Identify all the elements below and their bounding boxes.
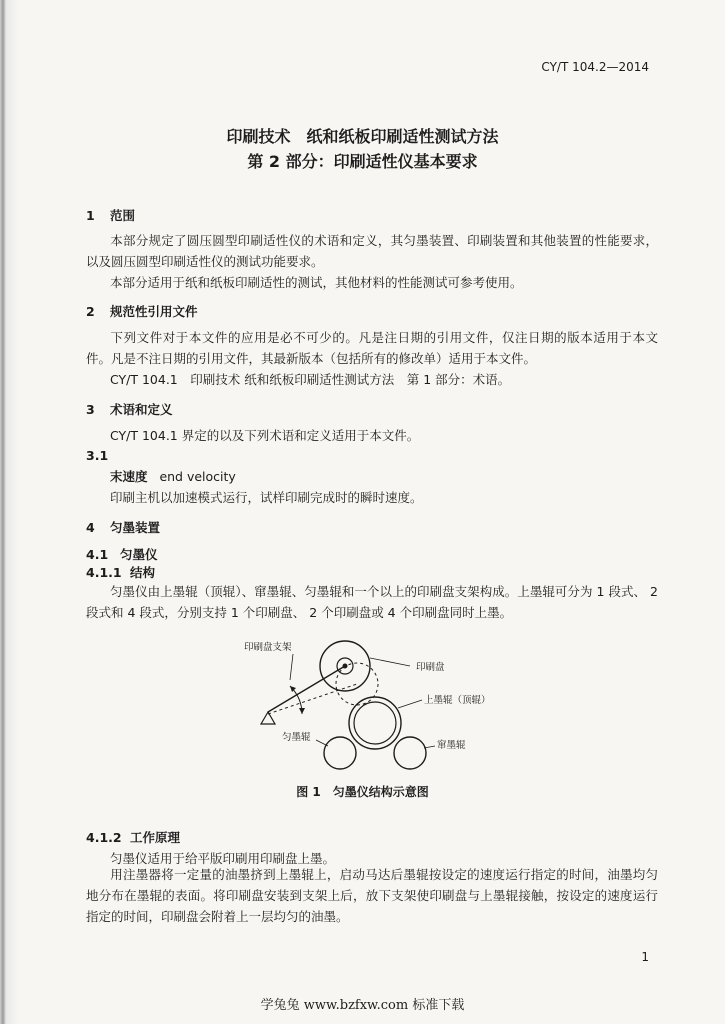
section-title: 结构 bbox=[130, 565, 156, 580]
title-line-2: 第 2 部分：印刷适性仪基本要求 bbox=[247, 152, 478, 171]
page-number: 1 bbox=[641, 950, 649, 964]
section-4-1-1-heading bbox=[86, 563, 155, 581]
term-number: 3.1 bbox=[86, 448, 109, 463]
label-shift-roller: 窜墨辊 bbox=[437, 740, 466, 751]
section-2-heading bbox=[86, 302, 198, 320]
leader-bracket bbox=[290, 654, 293, 680]
section-title: 范围 bbox=[110, 208, 136, 223]
section-4-1-2-paragraph-2: 用注墨器将一定量的油墨挤到上墨辊上，启动马达后墨辊按设定的速度运行指定的时间，油墨均匀地分布在墨辊的表面。将印刷盘安装到支架上后，放下支架使印刷盘与上墨辊接触，按设定的速度运行指定的时间，印刷盘会附着上一层均匀的油墨。 bbox=[86, 867, 658, 924]
bracket-arm-lowered bbox=[268, 684, 357, 714]
bracket-arm bbox=[268, 666, 345, 712]
section-title: 匀墨仪 bbox=[120, 547, 158, 562]
section-1-heading bbox=[86, 206, 135, 224]
top-roller-outer bbox=[349, 697, 401, 749]
shift-roller-shape bbox=[394, 737, 426, 769]
label-disc-bracket: 印刷盘支架 bbox=[244, 642, 292, 653]
section-4-heading bbox=[86, 518, 160, 536]
label-ink-disc: 印刷盘 bbox=[416, 662, 445, 673]
term-entry bbox=[110, 467, 236, 485]
term-chinese: 末速度 bbox=[110, 469, 148, 484]
section-number: 4 bbox=[86, 520, 95, 535]
section-1-paragraph-1: 本部分规定了圆压圆型印刷适性仪的术语和定义，其匀墨装置、印刷装置和其他装置的性能要求，以及圆压圆型印刷适性仪的测试功能要求。 bbox=[86, 233, 658, 269]
label-top-roller: 上墨辊（顶辊） bbox=[424, 695, 491, 706]
section-number: 4.1.2 bbox=[86, 830, 122, 845]
section-3-paragraph-1: CY/T 104.1 界定的以及下列术语和定义适用于本文件。 bbox=[110, 428, 420, 443]
section-4-1-2-heading bbox=[86, 828, 180, 846]
leader-disc bbox=[370, 658, 410, 666]
section-2-paragraph-1: 下列文件对于本文件的应用是必不可少的。凡是注日期的引用文件，仅注日期的版本适用于本文件。凡是不注日期的引用文件，其最新版本（包括所有的修改单）适用于本文件。 bbox=[86, 330, 658, 366]
standard-code: CY/T 104.2—2014 bbox=[541, 60, 649, 74]
section-1-paragraph-2: 本部分适用于纸和纸板印刷适性的测试，其他材料的性能测试可参考使用。 bbox=[110, 275, 523, 290]
title-line-1: 印刷技术 纸和纸板印刷适性测试方法 bbox=[226, 127, 499, 146]
section-title: 规范性引用文件 bbox=[110, 304, 198, 319]
ink-distributor-diagram bbox=[230, 636, 520, 776]
section-number: 4.1.1 bbox=[86, 565, 122, 580]
section-title: 匀墨装置 bbox=[110, 520, 161, 535]
leader-even-roller bbox=[316, 740, 328, 746]
section-number: 1 bbox=[86, 208, 95, 223]
section-4-1-heading bbox=[86, 545, 158, 563]
section-4-1-2-paragraph-1: 匀墨仪适用于给平版印刷用印刷盘上墨。 bbox=[110, 851, 336, 866]
watermark-footer: 学兔兔 www.bzfxw.com 标准下载 bbox=[260, 998, 465, 1013]
term-english: end velocity bbox=[159, 469, 236, 484]
label-even-roller: 匀墨辊 bbox=[282, 732, 311, 743]
even-roller-shape bbox=[324, 737, 356, 769]
leader-shift-roller bbox=[424, 746, 435, 748]
term-definition: 印刷主机以加速模式运行，试样印刷完成时的瞬时速度。 bbox=[110, 490, 423, 505]
section-title: 工作原理 bbox=[130, 830, 181, 845]
section-number: 2 bbox=[86, 304, 95, 319]
section-3-heading bbox=[86, 400, 173, 418]
section-4-1-1-paragraph: 匀墨仪由上墨辊（顶辊）、窜墨辊、匀墨辊和一个以上的印刷盘支架构成。上墨辊可分为 1 段式、 2 段式和 4 段式，分别支持 1 个印刷盘、 2 个印刷盘或 4 个印刷盘同时上墨。 bbox=[86, 584, 658, 620]
swing-arrow-head-top bbox=[290, 686, 296, 692]
swing-arrow-head-bottom bbox=[299, 708, 305, 714]
figure-caption: 图 1 匀墨仪结构示意图 bbox=[296, 785, 429, 799]
section-number: 3 bbox=[86, 402, 95, 417]
section-title: 术语和定义 bbox=[110, 402, 173, 417]
top-roller-inner bbox=[354, 702, 396, 744]
section-2-reference: CY/T 104.1 印刷技术 纸和纸板印刷适性测试方法 第 1 部分：术语。 bbox=[110, 372, 511, 387]
section-number: 4.1 bbox=[86, 547, 109, 562]
leader-top-roller bbox=[398, 700, 422, 708]
